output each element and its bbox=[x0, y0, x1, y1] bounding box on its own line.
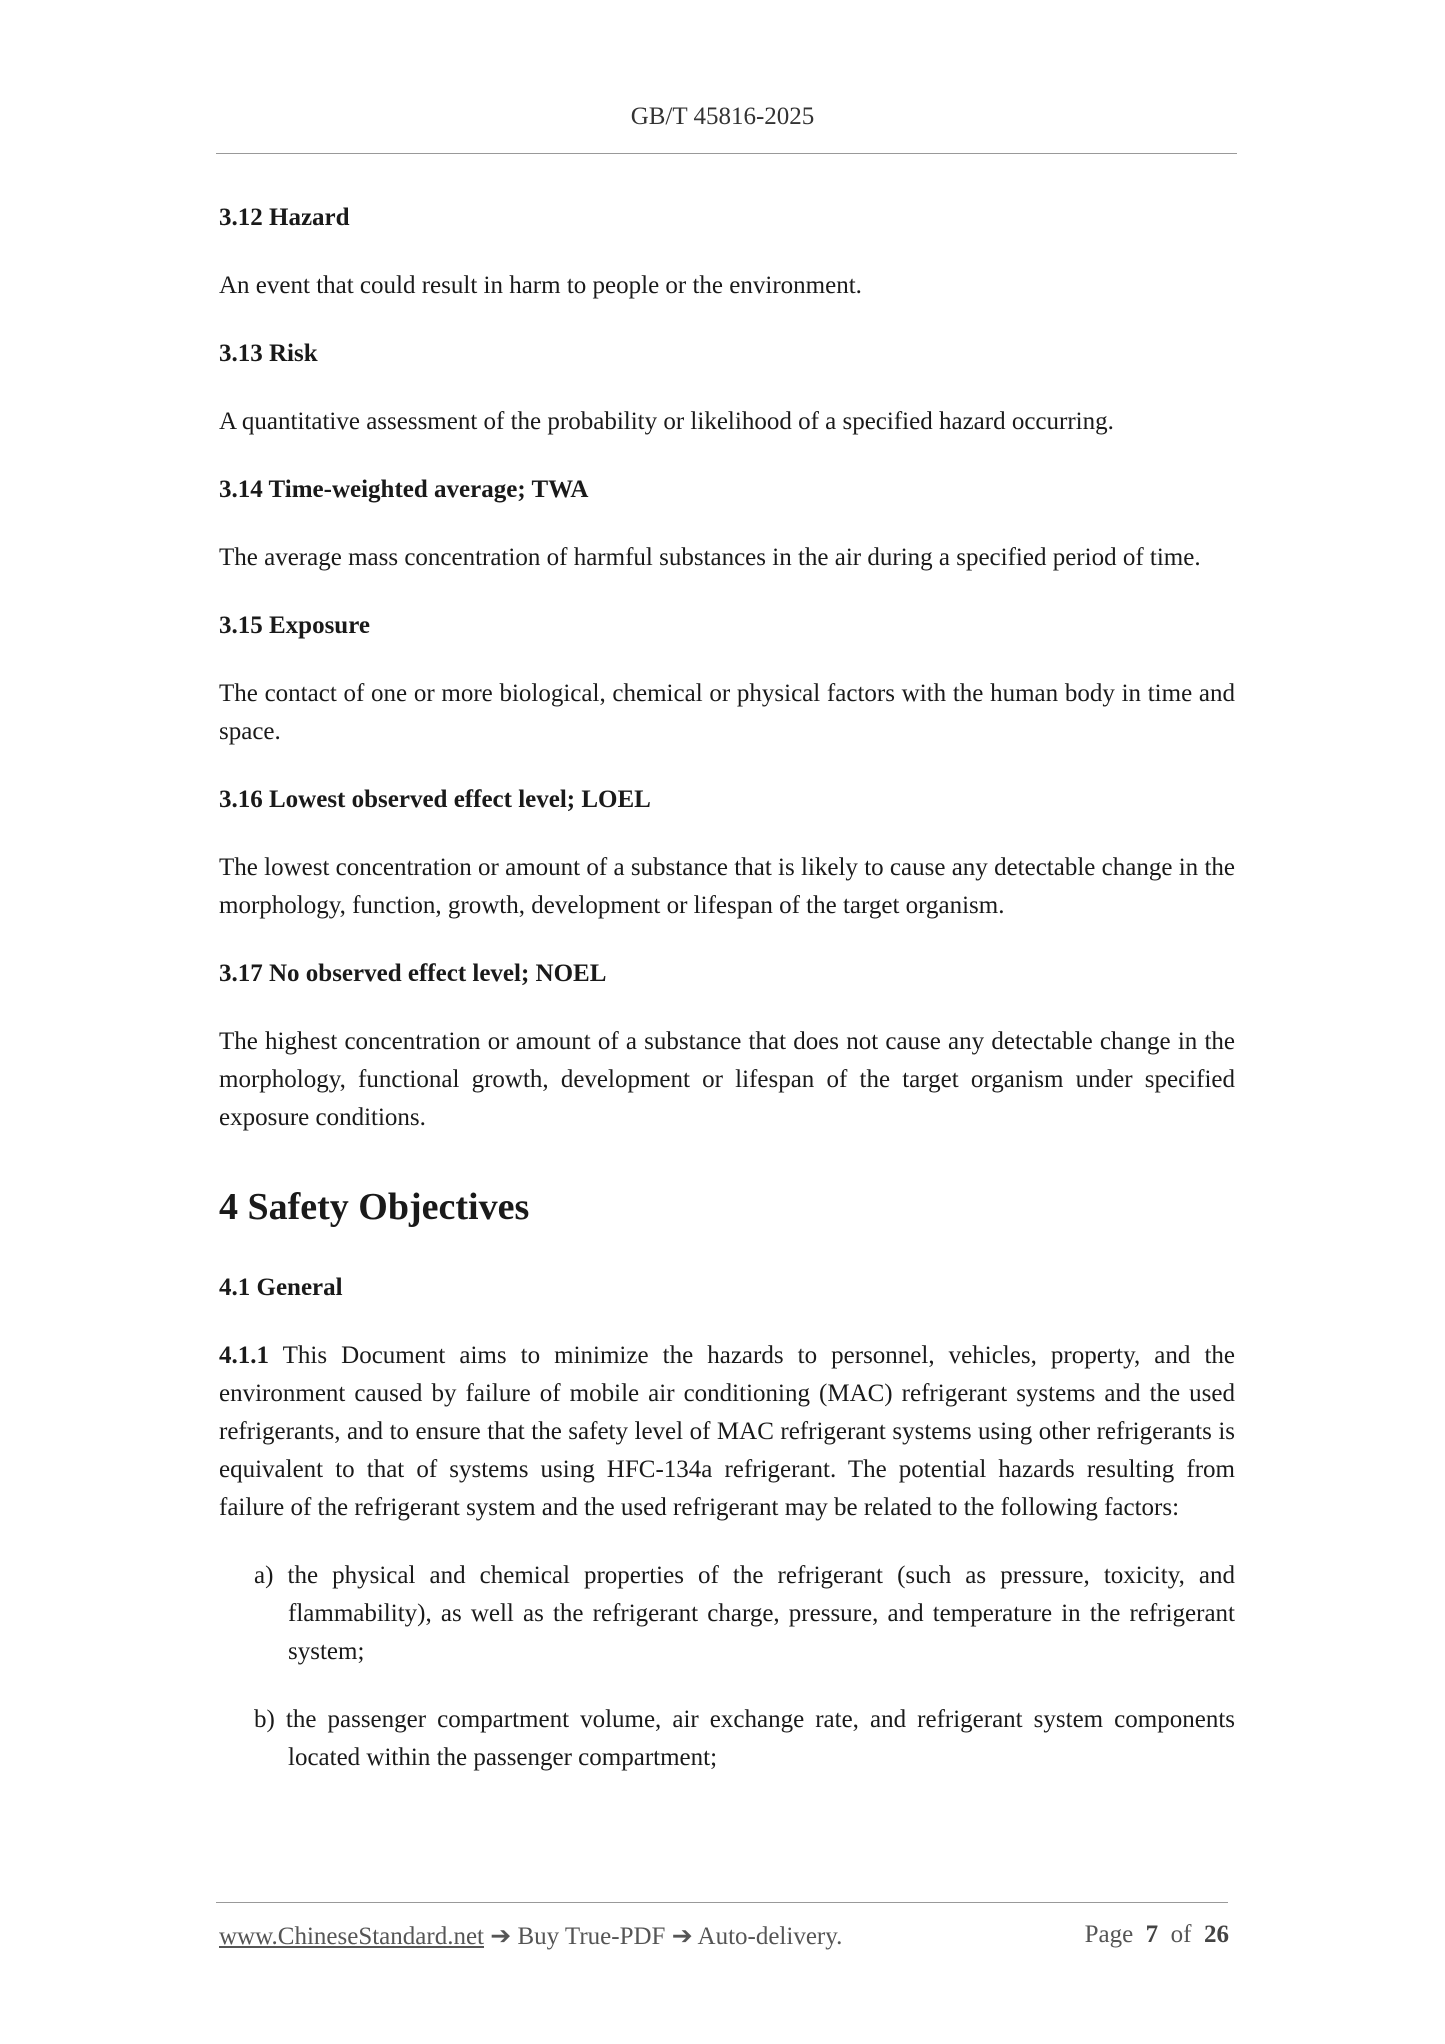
term-definition: The contact of one or more biological, chemical or physical factors with the human body in time and space. bbox=[219, 680, 1235, 745]
term-definition: An event that could result in harm to people or the environment. bbox=[219, 272, 862, 299]
document-header: GB/T 45816-2025 bbox=[630, 103, 815, 130]
arrow-icon: ➔ bbox=[671, 1923, 693, 1950]
list-item bbox=[219, 1557, 1235, 1671]
page-current: 7 bbox=[1145, 1921, 1159, 1948]
term-heading: 3.12 Hazard bbox=[219, 204, 350, 231]
list-text: the passenger compartment volume, air exchange rate, and refrigerant system components located within the passenger compartment; bbox=[285, 1706, 1235, 1771]
website-link[interactable]: www.ChineseStandard.net bbox=[219, 1923, 484, 1950]
term-heading: 3.17 No observed effect level; NOEL bbox=[219, 960, 607, 987]
header-divider bbox=[216, 153, 1237, 154]
page-total: 26 bbox=[1204, 1921, 1229, 1948]
term-definition: The lowest concentration or amount of a substance that is likely to cause any detectable change in the morphology, function, growth, development or lifespan of the target organism. bbox=[219, 854, 1235, 919]
footer-promo bbox=[219, 1921, 842, 1951]
list-item bbox=[219, 1701, 1235, 1777]
section-title: 4 Safety Objectives bbox=[219, 1186, 530, 1228]
clause-number: 4.1.1 bbox=[219, 1342, 269, 1369]
page-body bbox=[219, 199, 1235, 1807]
term-heading: 3.14 Time-weighted average; TWA bbox=[219, 476, 589, 503]
term-heading: 3.15 Exposure bbox=[219, 612, 370, 639]
page-label: Page bbox=[1084, 1921, 1134, 1948]
delivery-text: Auto-delivery. bbox=[697, 1923, 843, 1950]
list-text: the physical and chemical properties of the refrigerant (such as pressure, toxicity, and flammability), as well as the refrigerant charge, pressure, and temperature in the refrigerant system; bbox=[287, 1562, 1235, 1665]
page-of: of bbox=[1170, 1921, 1192, 1948]
list-marker: b) bbox=[254, 1706, 275, 1733]
clause-text: This Document aims to minimize the hazards to personnel, vehicles, property, and the environment caused by failure of mobile air conditioning (MAC) refrigerant systems and the used refrigerants, and to ensure that the safety level of MAC refrigerant systems using other refrigerants is equivalent to that of systems using HFC-134a refrigerant. The potential hazards resulting from failure of the refrigerant system and the used refrigerant may be related to the following factors: bbox=[219, 1342, 1235, 1521]
term-definition: The average mass concentration of harmful substances in the air during a specified period of time. bbox=[219, 544, 1201, 571]
list-marker: a) bbox=[254, 1562, 274, 1589]
term-definition: A quantitative assessment of the probability or likelihood of a specified hazard occurring. bbox=[219, 408, 1114, 435]
clause-paragraph bbox=[219, 1337, 1235, 1527]
page-number bbox=[1085, 1921, 1229, 1949]
term-definition: The highest concentration or amount of a substance that does not cause any detectable change in the morphology, functional growth, development or lifespan of the target organism under specified exposure conditions. bbox=[219, 1028, 1235, 1131]
subsection-title: 4.1 General bbox=[219, 1274, 343, 1301]
footer-divider bbox=[216, 1902, 1228, 1903]
term-heading: 3.13 Risk bbox=[219, 340, 318, 367]
buy-text: Buy True-PDF bbox=[517, 1923, 666, 1950]
arrow-icon: ➔ bbox=[490, 1923, 512, 1950]
term-heading: 3.16 Lowest observed effect level; LOEL bbox=[219, 786, 651, 813]
